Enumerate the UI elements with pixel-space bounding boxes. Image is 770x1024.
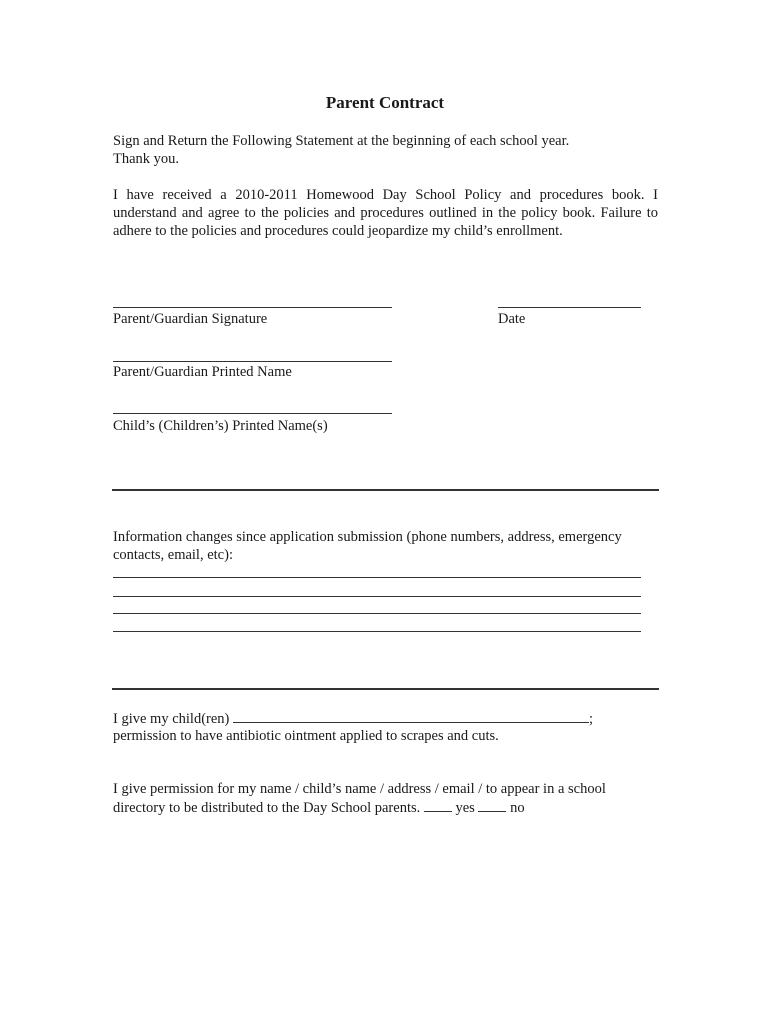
signature-line[interactable] — [113, 307, 392, 308]
date-line[interactable] — [498, 307, 641, 308]
no-blank[interactable] — [478, 799, 506, 812]
directory-line-2-text: directory to be distributed to the Day School parents. — [113, 800, 421, 816]
agreement-paragraph: I have received a 2010-2011 Homewood Day School Policy and procedures book. I understand and agree to the policies and procedures outlined in the policy book. Failure to adhere to the policies and procedures could jeopardize my child’s enrollment. — [113, 187, 658, 239]
ointment-line-2: permission to have antibiotic ointment applied to scrapes and cuts. — [113, 728, 499, 744]
section-divider — [112, 688, 659, 690]
child-name-blank[interactable] — [233, 710, 589, 723]
section-divider — [112, 489, 659, 491]
printed-name-label: Parent/Guardian Printed Name — [113, 364, 292, 380]
ointment-suffix: ; — [589, 711, 594, 727]
yes-label: yes — [455, 800, 475, 816]
instructions-line-1: Sign and Return the Following Statement at the beginning of each school year. — [113, 133, 570, 149]
document-title: Parent Contract — [325, 93, 445, 112]
info-line-3[interactable] — [113, 613, 641, 614]
info-line-1[interactable] — [113, 577, 641, 578]
signature-label: Parent/Guardian Signature — [113, 311, 268, 327]
info-line-2[interactable] — [113, 596, 641, 597]
child-name-line[interactable] — [113, 413, 392, 414]
directory-line-1: I give permission for my name / child’s name / address / email / to appear in a school — [113, 781, 606, 797]
no-label: no — [510, 800, 525, 816]
info-line-4[interactable] — [113, 631, 641, 632]
child-name-label: Child’s (Children’s) Printed Name(s) — [113, 418, 328, 434]
yes-blank[interactable] — [424, 799, 452, 812]
instructions — [113, 132, 658, 168]
directory-line-2 — [113, 799, 525, 817]
date-label: Date — [498, 311, 526, 327]
printed-name-line[interactable] — [113, 361, 392, 362]
info-changes-label: Information changes since application submission (phone numbers, address, emergency contacts, email, etc): — [113, 529, 622, 563]
ointment-line-1 — [113, 710, 593, 728]
ointment-prefix: I give my child(ren) — [113, 711, 230, 727]
instructions-line-2: Thank you. — [113, 151, 180, 167]
